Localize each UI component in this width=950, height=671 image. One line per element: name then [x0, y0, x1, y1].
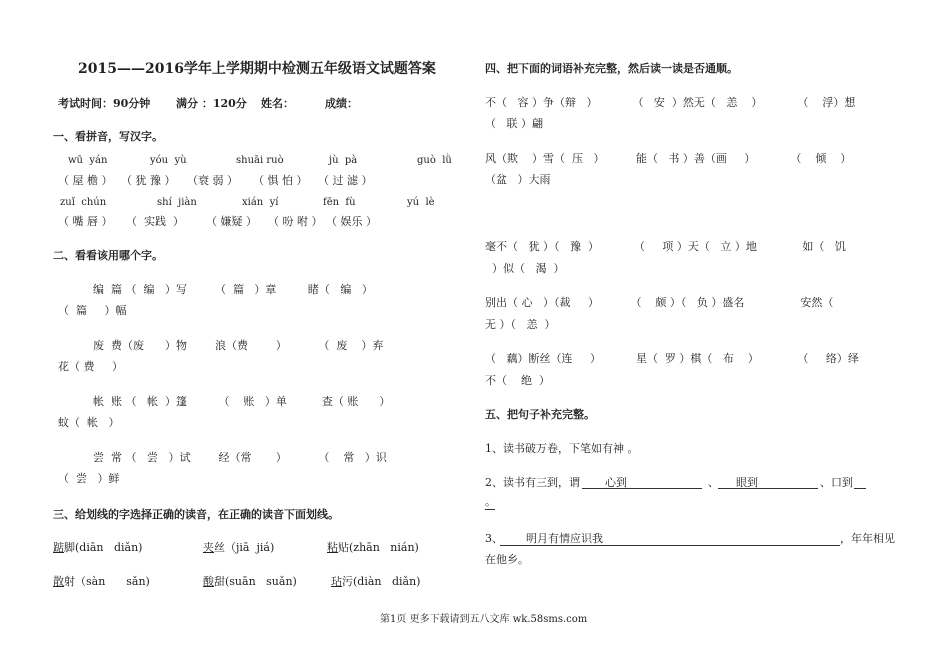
sentence-3-suffix: ，年年相见: [840, 532, 895, 545]
pinyin: xián yí: [242, 197, 279, 208]
pinyin: yú lè: [407, 197, 435, 208]
answer: （ 犹 豫 ）: [121, 174, 176, 187]
underlined-char: 踮: [53, 541, 64, 554]
fill-blank-line: [854, 488, 866, 489]
sentence-3-line-2: 在他乡。: [485, 553, 529, 566]
fill-blank-line: [582, 488, 702, 489]
section2-heading: 二、看看该用哪个字。: [53, 249, 163, 262]
section4-line: 不（ 容 ）争（辩 ） （ 安 ）然无（ 恙 ） （ 浮）想: [485, 96, 856, 109]
pinyin: shuāi ruò: [236, 155, 284, 166]
answer: （ 娱乐 ）: [326, 215, 377, 228]
section3-heading: 三、给划线的字选择正确的读音，在正确的读音下面划线。: [53, 508, 339, 521]
pronunciation-item: [53, 575, 150, 589]
answer: （ 过 滤 ）: [318, 174, 373, 187]
pronunciation-options: 贴(zhān nián): [338, 541, 419, 554]
pinyin: shí jiàn: [157, 197, 197, 208]
pronunciation-item: [53, 541, 142, 555]
score-label: 成绩：: [325, 97, 358, 110]
pinyin: guò lǜ: [417, 155, 452, 166]
section2-line: 编 篇 （ 编 ）写 （ 篇 ）章 睹（ 编 ）: [93, 283, 373, 296]
pronunciation-item: [327, 541, 419, 555]
pronunciation-options: 丝（jiā jiá): [214, 541, 275, 554]
underlined-char: 夹: [203, 541, 214, 554]
underlined-char: 散: [53, 575, 64, 588]
fill-blank-line: [718, 488, 818, 489]
section2-line: 废 费（废 ）物 浪（费 ） （ 废 ）弃: [93, 339, 384, 352]
section2-line: （ 篇 ）幅: [58, 304, 127, 317]
pinyin: zuǐ chún: [60, 197, 107, 208]
answer: （ 惧 怕 ）: [253, 174, 308, 187]
full-score: 满分 ：120分: [176, 97, 247, 110]
pronunciation-item: [203, 541, 274, 555]
fill-blank-line: [500, 545, 840, 546]
pronunciation-options: 脚(diān diǎn): [64, 541, 143, 554]
underlined-char: 玷: [331, 575, 342, 588]
sentence-2-sep: 、: [708, 476, 719, 489]
section4-line: 无 ）（ 恙 ）: [485, 318, 556, 331]
page-footer: 第1页 更多下载请到五八文库 wk.58sms.com: [380, 614, 588, 625]
pronunciation-options: 污(diàn diǎn): [342, 575, 421, 588]
pinyin: yóu yù: [150, 155, 187, 166]
pinyin: jù pà: [329, 155, 358, 166]
answer: （衰 弱 ）: [187, 174, 238, 187]
sentence-3-prefix: 3、: [485, 532, 503, 545]
section4-line: 风（欺 ）雪（ 压 ） 能（ 书 ）善（画 ） （ 倾 ）: [485, 152, 852, 165]
sentence-2-blank-1: 心到: [605, 476, 627, 489]
answer: （ 嫌疑 ）: [206, 215, 257, 228]
section2-line: 蚊（ 帐 ）: [58, 416, 120, 429]
pronunciation-item: [331, 575, 420, 589]
underlined-char: 酸: [203, 575, 214, 588]
answer: （ 吩 咐 ）: [268, 215, 323, 228]
pinyin: wū yán: [68, 155, 108, 166]
section2-line: （ 尝 ）鲜: [58, 472, 120, 485]
answer: （ 屋 檐 ）: [58, 174, 113, 187]
section4-line: 别出（ 心 ）（裁 ） （ 颇 ）（ 负 ）盛名 安然（: [485, 296, 834, 309]
sentence-1: 1、读书破万卷，下笔如有神 。: [485, 442, 639, 455]
section4-line: 不（ 绝 ）: [485, 374, 550, 387]
pronunciation-item: [203, 575, 297, 589]
section4-line: ）似（ 渴 ）: [485, 262, 565, 275]
section4-heading: 四、把下面的词语补充完整，然后读一读是否通顺。: [485, 62, 738, 75]
section4-line: （ 联 ）翩: [485, 117, 543, 130]
section2-line: 尝 常 （ 尝 ）试 经（常 ） （ 常 ）识: [93, 451, 387, 464]
sentence-2-sep: 、口到: [820, 476, 853, 489]
sentence-2-blank-2: 眼到: [736, 476, 758, 489]
page-title: 2015——2016学年上学期期中检测五年级语文试题答案: [78, 61, 436, 77]
sentence-2-end: 。: [485, 495, 496, 508]
pronunciation-options: 甜(suān suǎn): [214, 575, 297, 588]
fill-blank-line: [485, 509, 495, 510]
sentence-2-prefix: 2、读书有三到，谓: [485, 476, 580, 489]
answer: （ 嘴 唇 ）: [58, 215, 113, 228]
section1-heading: 一、看拼音，写汉字。: [53, 130, 163, 143]
section4-line: （ 藕）断丝（连 ） 星（ 罗 ）棋（ 布 ） （ 络）绎: [485, 352, 859, 365]
pronunciation-options: 射（sàn sǎn): [64, 575, 150, 588]
sentence-3-blank: 明月有情应识我: [526, 532, 603, 545]
answer: （ 实践 ）: [126, 215, 184, 228]
underlined-char: 粘: [327, 541, 338, 554]
exam-time: 考试时间：90分钟: [58, 97, 151, 110]
section2-line: 帐 账 （ 帐 ）篷 （ 账 ）单 查（ 账 ）: [93, 395, 391, 408]
section4-line: 毫不（ 犹 ）（ 豫 ） （ 项 ）天（ 立 ）地 如（ 饥: [485, 240, 846, 253]
section4-line: （盆 ）大雨: [485, 173, 551, 186]
pinyin: fēn fù: [323, 197, 356, 208]
name-label: 姓名：: [261, 97, 294, 110]
section5-heading: 五、把句子补充完整。: [485, 408, 595, 421]
section2-line: 花（ 费 ）: [58, 360, 123, 373]
